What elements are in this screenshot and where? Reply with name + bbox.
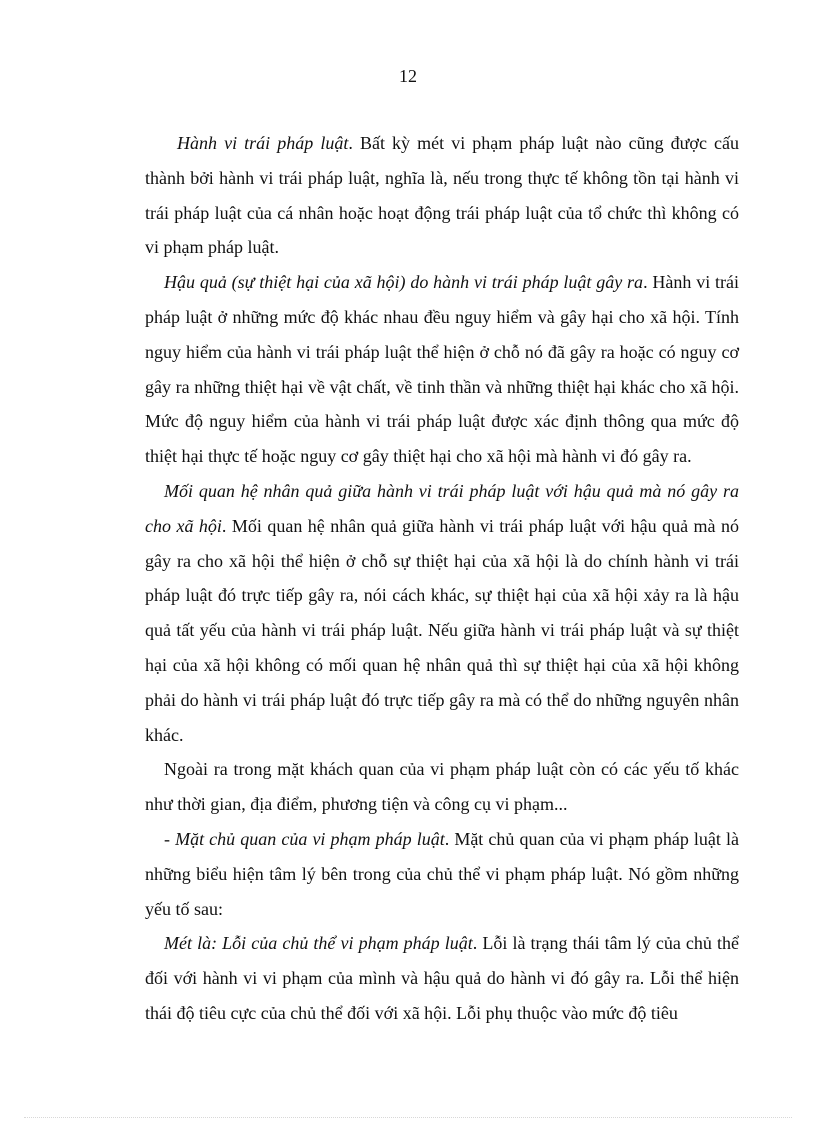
paragraph-text: . Lỗi là trạng thái tâm lý của chủ thể đối với hành vi vi phạm của mình và hậu quả do hành vi đó gây ra. Lỗi thể hiện thái độ tiêu cực của chủ thể đối với xã hội. Lỗi phụ thuộc vào mức độ tiêu (145, 933, 739, 1023)
paragraph-consequence (145, 265, 739, 474)
paragraph-heading: Hậu quả (sự thiệt hại của xã hội) do hành vi trái pháp luật gây ra (164, 272, 644, 293)
paragraph-text: . Bất kỳ mét vi phạm pháp luật nào cũng được cấu thành bởi hành vi trái pháp luật, nghĩa là, nếu trong thực tế không tồn tại hành vi trái pháp luật của cá nhân hoặc hoạt động trái pháp luật của tổ chức thì không có vi phạm pháp luật. (145, 133, 740, 258)
paragraph-text: Ngoài ra trong mặt khách quan của vi phạm pháp luật còn có các yếu tố khác như thời gian, địa điểm, phương tiện và công cụ vi phạm... (145, 759, 739, 815)
paragraph-heading: Hành vi trái pháp luật (177, 133, 349, 153)
paragraph-other-factors (145, 752, 739, 822)
paragraph-text: . Mặt chủ quan của vi phạm pháp luật là những biểu hiện tâm lý bên trong của chủ thể vi phạm pháp luật. Nó gồm những yếu tố sau: (145, 828, 739, 919)
page-number: 12 (399, 66, 417, 86)
paragraph-text: . Mối quan hệ nhân quả giữa hành vi trái pháp luật với hậu quả mà nó gây ra cho xã hội thể hiện ở chỗ sự thiệt hại của xã hội là do chính hành vi trái pháp luật đó trực tiếp gây ra, nói cách khác, sự thiệt hại của xã hội xảy ra là hậu quả tất yếu của hành vi trái pháp luật. Nếu giữa hành vi trái pháp luật và sự thiệt hại của xã hội không có mối quan hệ nhân quả thì sự thiệt hại của xã hội không phải do hành vi trái pháp luật đó trực tiếp gây ra mà có thể do những nguyên nhân khác. (145, 515, 740, 745)
paragraph-heading: Mét là: Lỗi của chủ thể vi phạm pháp luật (164, 933, 473, 954)
paragraph-illegal-act (145, 126, 739, 265)
page-bottom-divider (24, 1117, 792, 1118)
paragraph-text: . Hành vi trái pháp luật ở những mức độ khác nhau đều nguy hiểm và gây hại cho xã hội. Tính nguy hiểm của hành vi trái pháp luật thể hiện ở chỗ nó đã gây ra hoặc có nguy cơ gây ra những thiệt hại về vật chất, về tinh thần và những thiệt hại khác cho xã hội. Mức độ nguy hiểm của hành vi trái pháp luật được xác định thông qua mức độ thiệt hại thực tế hoặc nguy cơ gây thiệt hại cho xã hội mà hành vi đó gây ra. (145, 272, 739, 467)
document-body (145, 126, 739, 1031)
paragraph-heading: Mối quan hệ nhân quả giữa hành vi trái pháp luật với hậu quả mà nó gây ra cho xã hội (145, 480, 739, 536)
paragraph-fault (145, 926, 739, 1030)
paragraph-subjective-aspect (145, 822, 739, 926)
paragraph-causal-relation (145, 474, 739, 752)
paragraph-heading: - Mặt chủ quan của vi phạm pháp luật (164, 828, 445, 849)
